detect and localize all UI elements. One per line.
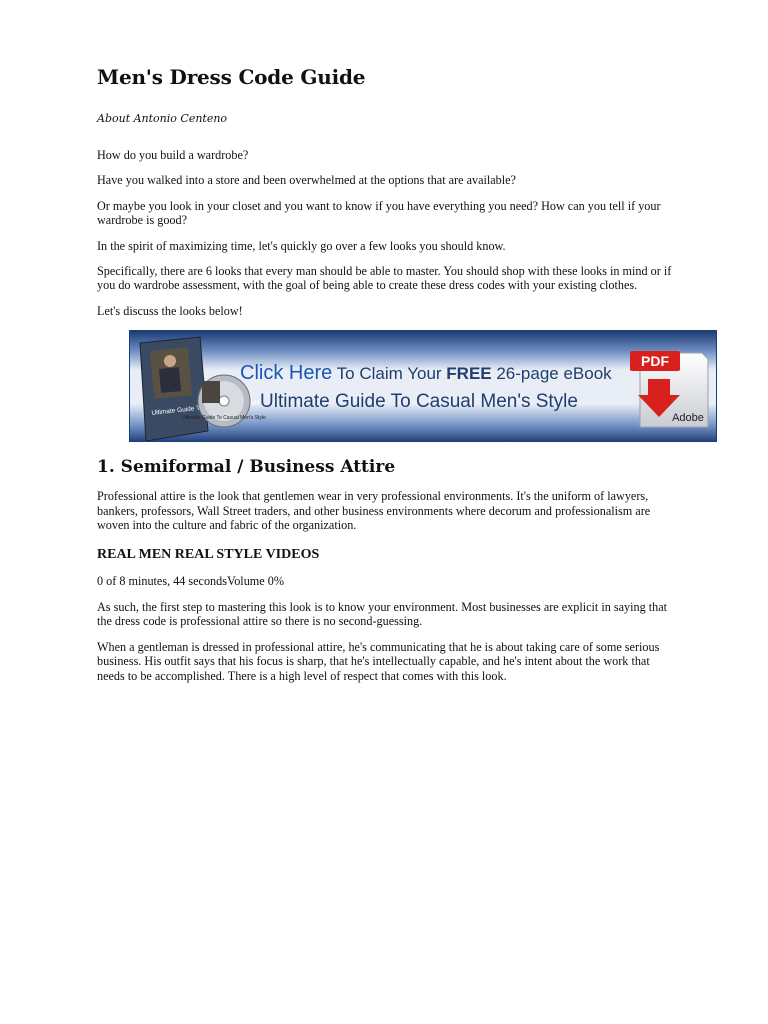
disc-label: Ultimate Guide To Casual Men's Style — [182, 415, 266, 422]
ebook-banner-link[interactable] — [129, 330, 717, 442]
intro-paragraph-4: In the spirit of maximizing time, let's quickly go over a few looks you should know. — [97, 238, 506, 253]
author-byline: About Antonio Centeno — [97, 112, 228, 125]
banner-line-1: Click Here To Claim Your FREE 26-page eBook — [240, 362, 612, 385]
book-cover-title: Ultimate Guide Style — [151, 398, 261, 418]
intro-paragraph-1: How do you build a wardrobe? — [97, 148, 249, 162]
pdf-label: PDF — [641, 353, 669, 370]
page-title: Men's Dress Code Guide — [97, 65, 366, 89]
section-paragraph-2: As such, the first step to mastering this look is to know your environment. Most businesses are explicit in saying that the dress code is professional attire so there is no second-guessing. — [97, 599, 668, 629]
intro-paragraph-5: Specifically, there are 6 looks that every man should be able to master. You should shop with these looks in mind or if you do wardrobe assessment, with the goal of being able to create these dress codes with your existing clothes. — [97, 264, 672, 293]
pdf-icon — [630, 351, 708, 427]
article-body — [97, 64, 704, 683]
section-paragraph-3: When a gentleman is dressed in professional attire, he's communicating that he is about taking care of some serious business. His outfit says that his focus is sharp, that he's intellectually capable, and he's intent about the work that needs to be accomplished. There is a high level of respect that comes with this look. — [97, 639, 660, 683]
section-paragraph-1: Professional attire is the look that gentlemen wear in very professional environments. It's the uniform of lawyers, bankers, professors, Wall Street traders, and other business environments where decorum and professionalism are woven into the culture and fabric of the organization. — [97, 489, 651, 533]
banner-line-2: Ultimate Guide To Casual Men's Style — [260, 391, 578, 413]
ebook-banner-graphic — [130, 331, 717, 442]
intro-paragraph-3: Or maybe you look in your closet and you want to know if you have everything you need? How can you tell if your wardrobe is good? — [97, 198, 661, 228]
intro-paragraph-2: Have you walked into a store and been overwhelmed at the options that are available? — [97, 173, 516, 188]
adobe-label: Adobe — [672, 412, 704, 425]
section-heading: 1. Semiformal / Business Attire — [97, 457, 396, 478]
video-player-status: 0 of 8 minutes, 44 secondsVolume 0% — [97, 574, 284, 589]
video-heading: REAL MEN REAL STYLE VIDEOS — [97, 547, 320, 563]
intro-paragraph-6: Let's discuss the looks below! — [97, 303, 243, 318]
